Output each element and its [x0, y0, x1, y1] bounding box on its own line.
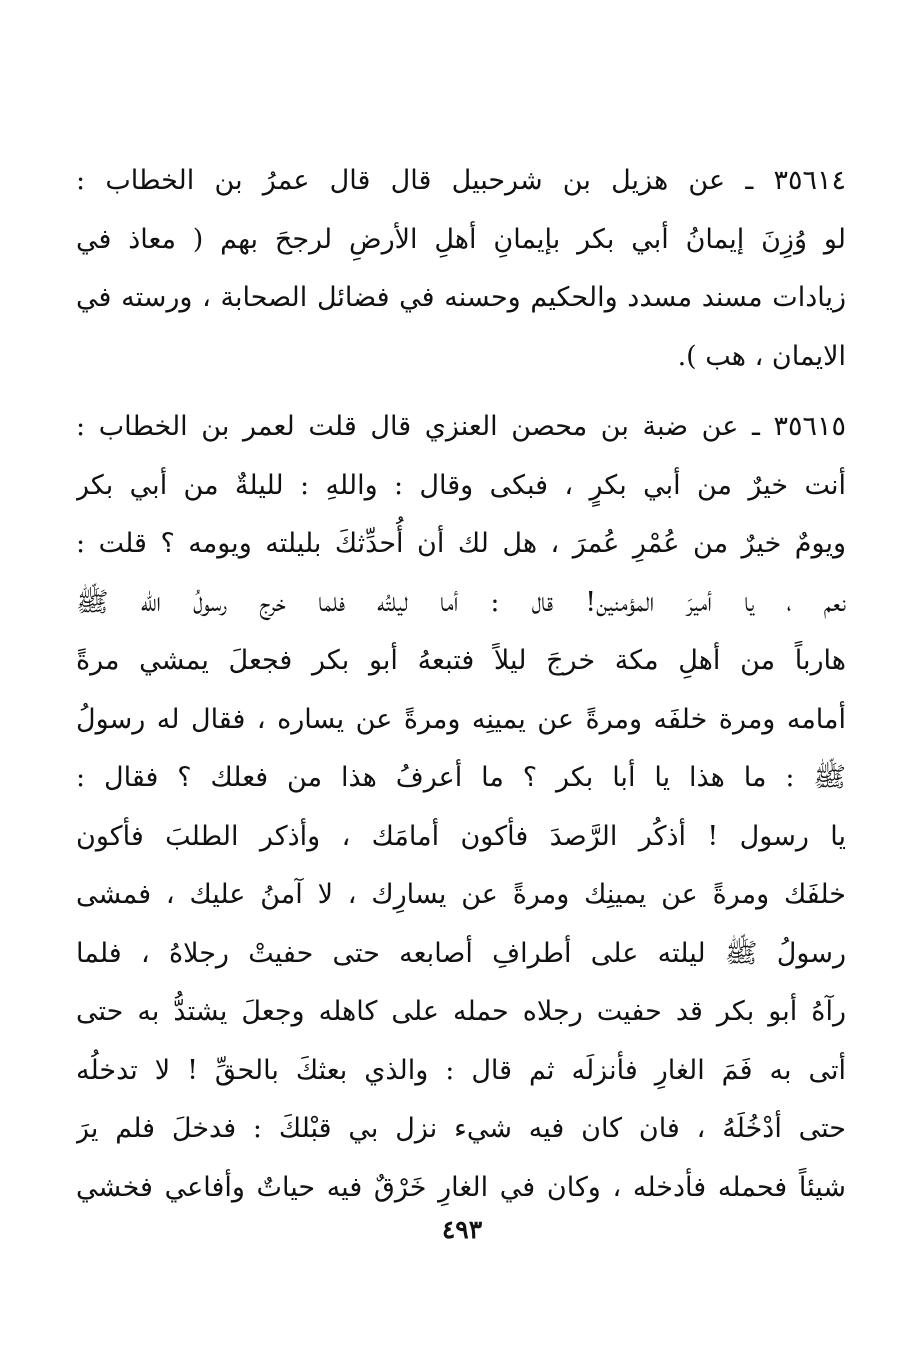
text-line: هارباً من أهلِ مكة خرجَ ليلاً فتبعهُ أبو بكر فجعلَ يمشي مرةً: [76, 645, 846, 676]
text-line: ﷺ : ما هذا يا أبا بكر ؟ ما أعرفُ هذا من فعلك ؟ فقال :: [76, 762, 846, 793]
hadith-entry-35615: [76, 398, 846, 1217]
text-line: رآهُ أبو بكر قد حفيت رجلاه حمله على كاهله وجعلَ يشتدُّ به حتى: [76, 996, 846, 1027]
text-line: أمامه ومرة خلفَه ومرةً عن يمينِه ومرةً عن يساره ، فقال له رسولُ: [76, 703, 846, 735]
text-line: يا رسول ! أذكُر الرَّصدَ فأكون أمامَك ، وأذكر الطلبَ فأكون: [76, 820, 846, 852]
page-number: ٤٩٣: [441, 1215, 483, 1244]
text-line: خلفَك ومرةً عن يمينِك ومرةً عن يسارِك ، لا آمنُ عليك ، فمشى: [76, 879, 846, 910]
hadith-entry-35614: [76, 152, 846, 386]
text-line: حتى أدْخُلَهُ ، فان كان فيه شيء نزل بي قبْلكَ : فدخلَ فلم يرَ: [76, 1113, 846, 1144]
text-line: أنت خيرٌ من أبي بكرٍ ، فبكى وقال : واللهِ : لليلةٌ من أبي بكر: [76, 469, 846, 501]
text-line: الايمان ، هب ).: [677, 340, 846, 372]
text-line: أتى به فَمَ الغارِ فأنزلَه ثم قال : والذي بعثكَ بالحقِّ ! لا تدخلُه: [76, 1054, 846, 1086]
text-line: شيئاً فحمله فأدخله ، وكان في الغارِ خَرْقٌ فيه حياتٌ وأفاعي فخشي: [76, 1171, 846, 1203]
text-line: ويومٌ خيرٌ من عُمْرِ عُمرَ ، هل لك أن أُحدِّثكَ بليلته ويومه ؟ قلت :: [76, 528, 846, 559]
text-line: ٣٥٦١٤ ـ عن هزيل بن شرحبيل قال قال عمرُ بن الخطاب :: [76, 165, 846, 196]
text-body: [76, 152, 846, 1217]
text-line: رسولُ ﷺ ليلته على أطرافِ أصابعه حتى حفيتْ رجلاهُ ، فلما: [76, 937, 846, 969]
text-line: نعم ، يا أميرَ المؤمنين! قال : أما ليلتُه فلما خرج رسولُ الله ﷺ: [76, 586, 846, 618]
text-line: ٣٥٦١٥ ـ عن ضبة بن محصن العنزي قال قلت لعمر بن الخطاب :: [76, 411, 846, 442]
text-line: لو وُزِنَ إيمانُ أبي بكر بإيمانِ أهلِ الأرضِ لرجحَ بهم ( معاذ في: [76, 223, 846, 255]
text-line: زيادات مسند مسدد والحكيم وحسنه في فضائل الصحابة ، ورسته في: [76, 282, 846, 313]
